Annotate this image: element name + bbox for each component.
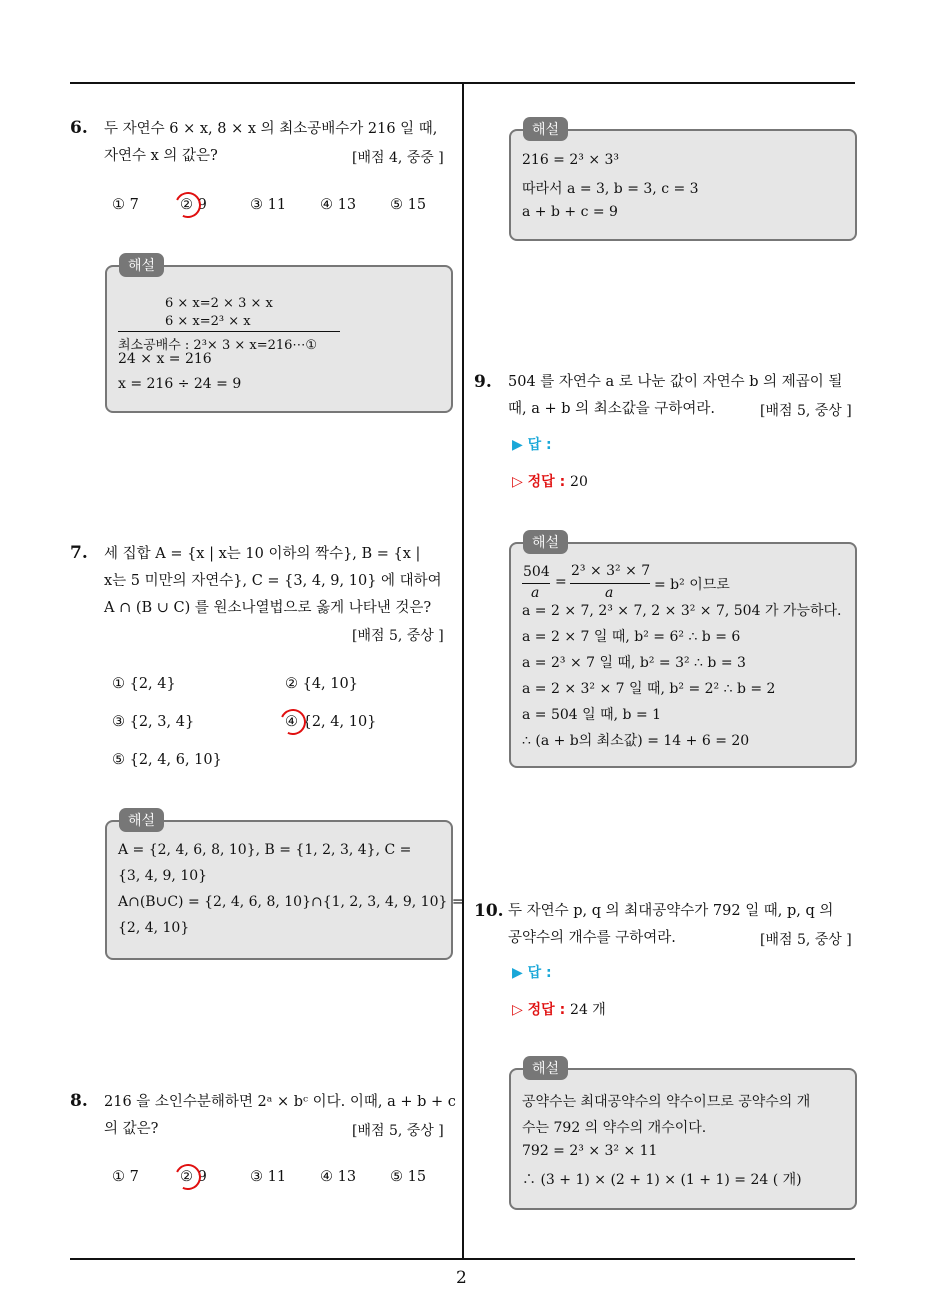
question-8-line1: 216 을 소인수분해하면 2ᵃ × bᶜ 이다. 이때, a + b + c <box>104 1094 456 1110</box>
q7-choice-5[interactable]: ⑤ {2, 4, 6, 10} <box>112 752 222 768</box>
solution-9-frac1-den: a <box>531 585 540 601</box>
solution-6-underline <box>118 331 340 332</box>
question-7-number: 7. <box>70 543 88 563</box>
q9-answer-input[interactable]: ▶ 답 : <box>512 437 552 453</box>
question-6-number: 6. <box>70 118 88 138</box>
page-number: 2 <box>456 1268 467 1288</box>
question-9-meta: [배점 5, 중상 ] <box>760 403 852 419</box>
solution-7-line4: {2, 4, 10} <box>118 920 190 936</box>
solution-10-line2: 수는 792 의 약수의 개수이다. <box>522 1120 707 1136</box>
q6-choice-2[interactable]: ② 9 <box>180 197 207 213</box>
solution-6-line2: 6 × x=2³ × x <box>165 314 251 329</box>
solution-9-frac2-den: a <box>605 585 614 601</box>
question-7-line3: A ∩ (B ∪ C) 를 원소나열법으로 옳게 나타낸 것은? <box>104 600 432 616</box>
solution-9-frac1-bar <box>522 583 550 584</box>
question-7-meta: [배점 5, 중상 ] <box>352 628 444 644</box>
q10-correct-answer <box>512 999 606 1019</box>
solution-7-box <box>105 820 453 960</box>
q8-choice-5[interactable]: ⑤ 15 <box>390 1169 427 1185</box>
solution-8-line1: 216 = 2³ × 3³ <box>522 152 620 168</box>
column-divider <box>462 82 464 1260</box>
solution-7-tag: 해설 <box>119 808 164 832</box>
question-10-line2: 공약수의 개수를 구하여라. <box>508 930 676 946</box>
solution-6-tag: 해설 <box>119 253 164 277</box>
q9-correct-value: 20 <box>570 474 588 490</box>
solution-7-line3: A∩(B∪C) = {2, 4, 6, 8, 10}∩{1, 2, 3, 4, 9, 10} = <box>118 894 464 910</box>
question-8-number: 8. <box>70 1091 88 1111</box>
solution-6-line5: x = 216 ÷ 24 = 9 <box>118 376 242 392</box>
solution-9-line3: a = 2 × 7 일 때, b² = 6² ∴ b = 6 <box>522 629 741 645</box>
q8-choice-1[interactable]: ① 7 <box>112 1169 139 1185</box>
q6-choice-4[interactable]: ④ 13 <box>320 197 357 213</box>
q8-answer-mark-circle <box>171 1160 204 1193</box>
question-7-line2: x는 5 미만의 자연수}, C = {3, 4, 9, 10} 에 대하여 <box>104 573 442 589</box>
question-9-line2: 때, a + b 의 최소값을 구하여라. <box>508 401 716 417</box>
solution-8-line3: a + b + c = 9 <box>522 204 618 220</box>
q10-correct-value: 24 개 <box>570 1002 606 1018</box>
solution-8-line2: 따라서 a = 3, b = 3, c = 3 <box>522 181 699 197</box>
question-10-line1: 두 자연수 p, q 의 최대공약수가 792 일 때, p, q 의 <box>508 903 834 919</box>
q10-correct-label: ▷ 정답 : <box>512 1002 566 1018</box>
solution-9-line6: a = 504 일 때, b = 1 <box>522 707 662 723</box>
solution-9-frac2-bar <box>570 583 650 584</box>
solution-9-line2: a = 2 × 7, 2³ × 7, 2 × 3² × 7, 504 가 가능하다. <box>522 603 842 619</box>
solution-6-line3: 최소공배수 : 2³× 3 × x=216⋯① <box>118 338 318 353</box>
q7-choice-4[interactable]: ④ {2, 4, 10} <box>285 714 377 730</box>
solution-9-tail: = b² 이므로 <box>654 577 730 593</box>
q7-choice-3[interactable]: ③ {2, 3, 4} <box>112 714 195 730</box>
q6-choice-1[interactable]: ① 7 <box>112 197 139 213</box>
solution-8-tag: 해설 <box>523 117 568 141</box>
q8-choice-2[interactable]: ② 9 <box>180 1169 207 1185</box>
question-6-line1: 두 자연수 6 × x, 8 × x 의 최소공배수가 216 일 때, <box>104 121 438 137</box>
q6-choice-5[interactable]: ⑤ 15 <box>390 197 427 213</box>
q7-answer-mark-circle <box>276 705 309 738</box>
q7-choice-2[interactable]: ② {4, 10} <box>285 676 358 692</box>
question-6-line2: 자연수 x 의 값은? <box>104 148 218 164</box>
question-9-line1: 504 를 자연수 a 로 나눈 값이 자연수 b 의 제곱이 될 <box>508 374 843 390</box>
solution-9-frac1-num: 504 <box>523 564 550 580</box>
question-6-meta: [배점 4, 중중 ] <box>352 150 444 166</box>
solution-9-eq: = <box>555 574 567 590</box>
q6-choice-3[interactable]: ③ 11 <box>250 197 287 213</box>
question-10-number: 10. <box>474 901 504 921</box>
solution-6-line4: 24 × x = 216 <box>118 351 212 367</box>
solution-6-line1: 6 × x=2 × 3 × x <box>165 296 273 311</box>
question-10-meta: [배점 5, 중상 ] <box>760 932 852 948</box>
bottom-rule <box>70 1258 855 1260</box>
solution-9-tag: 해설 <box>523 530 568 554</box>
solution-10-tag: 해설 <box>523 1056 568 1080</box>
q7-choice-1[interactable]: ① {2, 4} <box>112 676 176 692</box>
solution-9-line7: ∴ (a + b의 최소값) = 14 + 6 = 20 <box>522 733 750 749</box>
q10-answer-input[interactable]: ▶ 답 : <box>512 965 552 981</box>
solution-10-line4: ∴ (3 + 1) × (2 + 1) × (1 + 1) = 24 ( 개) <box>522 1172 802 1188</box>
solution-10-line1: 공약수는 최대공약수의 약수이므로 공약수의 개 <box>522 1094 811 1110</box>
q6-answer-mark-circle <box>171 188 204 221</box>
solution-7-line2: {3, 4, 9, 10} <box>118 868 208 884</box>
q9-correct-answer <box>512 471 588 491</box>
question-7-line1: 세 집합 A = {x | x는 10 이하의 짝수}, B = {x | <box>104 546 421 562</box>
question-8-line2: 의 값은? <box>104 1121 159 1137</box>
solution-7-line1: A = {2, 4, 6, 8, 10}, B = {1, 2, 3, 4}, C = <box>118 842 412 858</box>
question-8-meta: [배점 5, 중상 ] <box>352 1123 444 1139</box>
solution-10-line3: 792 = 2³ × 3² × 11 <box>522 1143 658 1159</box>
solution-9-line5: a = 2 × 3² × 7 일 때, b² = 2² ∴ b = 2 <box>522 681 776 697</box>
solution-9-line4: a = 2³ × 7 일 때, b² = 3² ∴ b = 3 <box>522 655 746 671</box>
q8-choice-4[interactable]: ④ 13 <box>320 1169 357 1185</box>
question-9-number: 9. <box>474 372 492 392</box>
q9-correct-label: ▷ 정답 : <box>512 474 566 490</box>
q8-choice-3[interactable]: ③ 11 <box>250 1169 287 1185</box>
solution-9-frac2-num: 2³ × 3² × 7 <box>571 563 651 579</box>
